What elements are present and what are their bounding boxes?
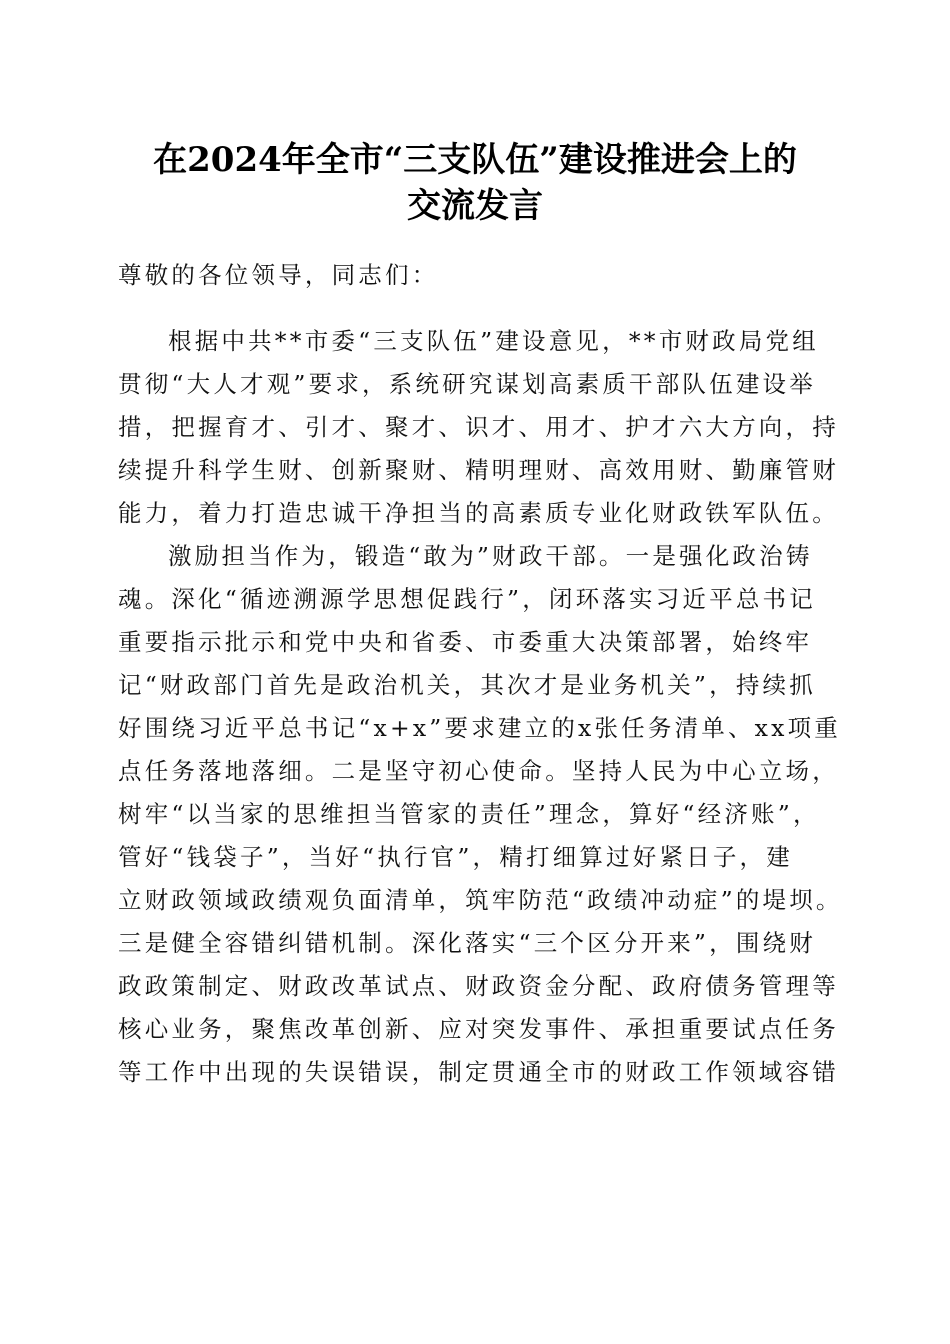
paragraph-2-line: 点任务落地落细。二是坚守初心使命。坚持人民为中心立场， bbox=[118, 757, 839, 785]
paragraph-2-line: 好围绕习近平总书记“x+x”要求建立的x张任务清单、xx项重 bbox=[118, 714, 841, 742]
paragraph-2-line: 政政策制定、财政改革试点、财政资金分配、政府债务管理等 bbox=[118, 972, 839, 1000]
paragraph-2-line: 三是健全容错纠错机制。深化落实“三个区分开来”，围绕财 bbox=[118, 929, 816, 957]
paragraph-2-line: 激励担当作为，锻造“敢为”财政干部。一是强化政治铸 bbox=[168, 542, 813, 570]
document-title-line-2: 交流发言 bbox=[407, 186, 543, 226]
paragraph-1-line: 能力，着力打造忠诚干净担当的高素质专业化财政铁军队伍。 bbox=[118, 499, 839, 527]
paragraph-2-line: 立财政领域政绩观负面清单，筑牢防范“政绩冲动症”的堤坝。 bbox=[118, 886, 843, 914]
paragraph-2-line: 等工作中出现的失误错误，制定贯通全市的财政工作领域容错 bbox=[118, 1058, 839, 1086]
paragraph-1-line: 贯彻“大人才观”要求，系统研究谋划高素质干部队伍建设举 bbox=[118, 370, 816, 398]
paragraph-2-line: 树牢“以当家的思维担当管家的责任”理念，算好“经济账”， bbox=[118, 800, 820, 828]
paragraph-2-line: 重要指示批示和党中央和省委、市委重大决策部署，始终牢 bbox=[118, 628, 813, 656]
paragraph-1-line: 续提升科学生财、创新聚财、精明理财、高效用财、勤廉管财 bbox=[118, 456, 839, 484]
paragraph-2-line: 记“财政部门首先是政治机关，其次才是业务机关”，持续抓 bbox=[118, 671, 816, 699]
document-title-line-1: 在2024年全市“三支队伍”建设推进会上的 bbox=[153, 140, 797, 180]
paragraph-2-line: 魂。深化“循迹溯源学思想促践行”，闭环落实习近平总书记 bbox=[118, 585, 816, 613]
greeting: 尊敬的各位领导，同志们： bbox=[118, 261, 439, 289]
paragraph-2-line: 核心业务，聚焦改革创新、应对突发事件、承担重要试点任务 bbox=[118, 1015, 839, 1043]
paragraph-1-line: 措，把握育才、引才、聚才、识才、用才、护才六大方向，持 bbox=[118, 413, 839, 441]
paragraph-2-line: 管好“钱袋子”，当好“执行官”，精打细算过好紧日子，建 bbox=[118, 843, 793, 871]
paragraph-1-line: 根据中共**市委“三支队伍”建设意见，**市财政局党组 bbox=[168, 327, 819, 355]
